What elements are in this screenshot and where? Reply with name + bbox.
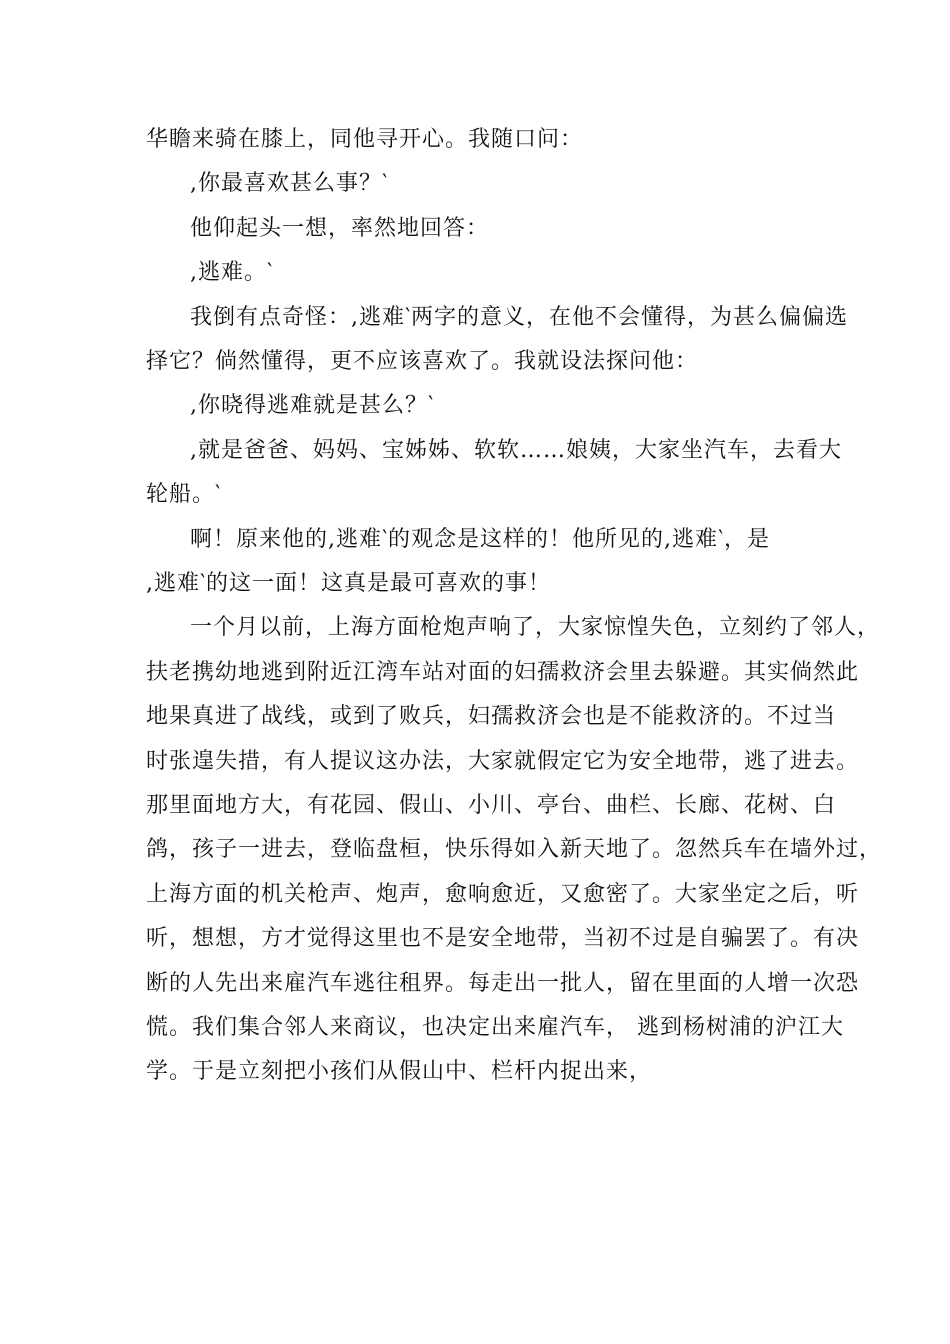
text-line: 时张遑失措，有人提议这办法，大家就假定它为安全地带，逃了进去。 bbox=[146, 748, 860, 774]
text-line: 择它？倘然懂得，更不应该喜欢了。我就设法探问他： bbox=[146, 349, 699, 374]
text-line: 他仰起头一想，率然地回答： bbox=[190, 215, 490, 241]
text-line: ,你晓得逃难就是甚么？‵ bbox=[190, 393, 434, 419]
text-line: 断的人先出来雇汽车逃往租界。每走出一批人，留在里面的人增一次恐 bbox=[146, 970, 860, 996]
text-line: 慌。我们集合邻人来商议，也决定出来雇汽车， 逃到杨树浦的沪江大 bbox=[146, 1015, 844, 1040]
text-line: 扶老携幼地逃到附近江湾车站对面的妇孺救济会里去躲避。其实倘然此 bbox=[146, 659, 860, 685]
text-line: ,逃难‵的这一面！这真是最可喜欢的事！ bbox=[146, 571, 551, 596]
text-line: ,你最喜欢甚么事？‵ bbox=[190, 171, 388, 197]
text-line: 一个月以前，上海方面枪炮声响了，大家惊惶失色，立刻约了邻人， bbox=[190, 615, 881, 641]
text-line: 啊！原来他的,逃难‵的观念是这样的！他所见的,逃难‵，是 bbox=[190, 526, 770, 552]
text-line: 鸽，孩子一进去，登临盘桓，快乐得如入新天地了。忽然兵车在墙外过， bbox=[146, 837, 883, 863]
text-line: ,逃难。‵ bbox=[190, 260, 273, 286]
text-line: 学。于是立刻把小孩们从假山中、栏杆内捉出来， bbox=[146, 1059, 653, 1085]
text-line: 上海方面的机关枪声、炮声，愈响愈近，又愈密了。大家坐定之后，听 bbox=[146, 881, 860, 907]
text-line: 听，想想，方才觉得这里也不是安全地带，当初不过是自骗罢了。有决 bbox=[146, 926, 860, 952]
text-line: 华瞻来骑在膝上，同他寻开心。我随口问： bbox=[146, 127, 584, 152]
text-line: 轮船。‵ bbox=[146, 482, 221, 508]
text-line: 那里面地方大，有花园、假山、小川、亭台、曲栏、长廊、花树、白 bbox=[146, 793, 837, 818]
text-line: ,就是爸爸、妈妈、宝姊姊、软软……娘姨，大家坐汽车，去看大 bbox=[190, 437, 842, 463]
text-line: 我倒有点奇怪：,逃难‵两字的意义，在他不会懂得，为甚么偏偏选 bbox=[190, 304, 848, 330]
text-line: 地果真进了战线，或到了败兵，妇孺救济会也是不能救济的。不过当 bbox=[146, 704, 837, 730]
